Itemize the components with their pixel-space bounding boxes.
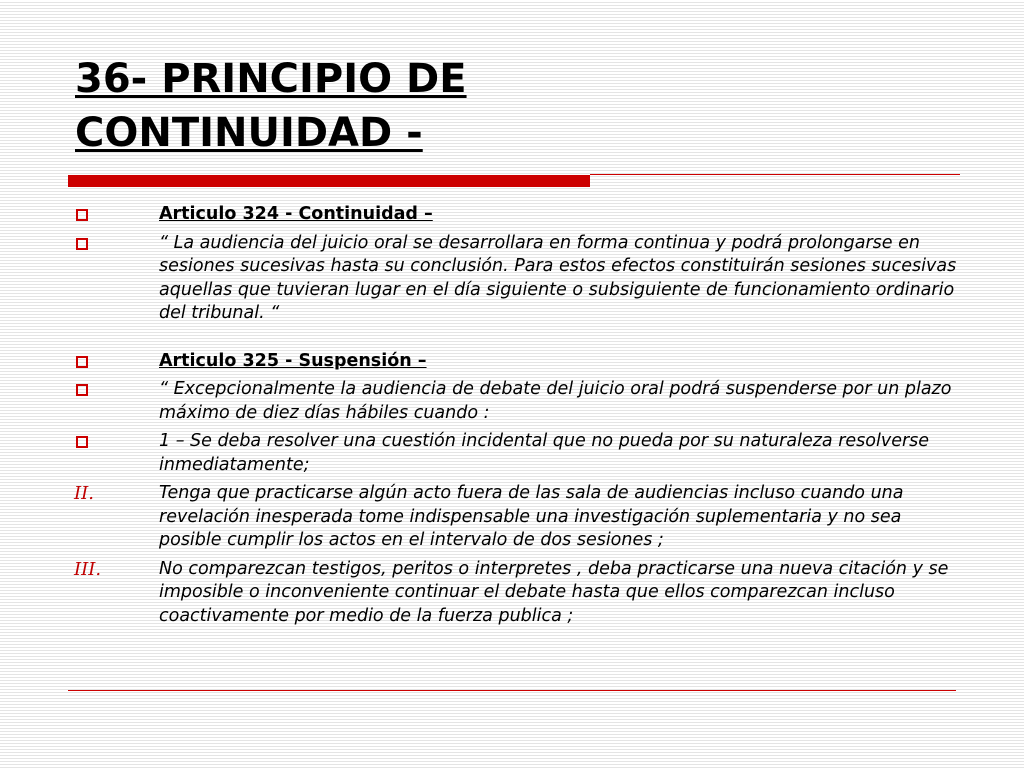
list-item <box>0 203 959 227</box>
content-list <box>0 203 1024 633</box>
roman-numeral-marker: II. <box>74 483 94 504</box>
article-325-clause-3: No comparezcan testigos, peritos o interpretes , deba practicarse una nueva citación y se imposible o inconveniente continuar el debate hasta que ellos comparezcan incluso coactivamente por medio de la fuerza publica ; <box>159 558 949 626</box>
list-item <box>0 558 959 629</box>
slide-title-line-1: 36- PRINCIPIO DE <box>75 56 467 102</box>
list-item <box>0 482 959 553</box>
roman-numeral-marker: III. <box>74 558 102 580</box>
square-bullet-icon <box>76 436 88 448</box>
slide-title-line-2: CONTINUIDAD - <box>75 110 423 156</box>
square-bullet-icon <box>76 209 88 221</box>
title-accent-bar <box>68 175 590 187</box>
article-324-heading: Articulo 324 - Continuidad – <box>159 204 433 224</box>
list-item <box>0 378 959 425</box>
slide-title <box>75 52 955 160</box>
list-item <box>0 430 959 477</box>
footer-divider <box>68 690 956 691</box>
square-bullet-icon <box>76 356 88 368</box>
article-325-heading: Articulo 325 - Suspensión – <box>159 350 427 371</box>
square-bullet-icon <box>76 384 88 396</box>
article-325-clause-1: 1 – Se deba resolver una cuestión incidental que no pueda por su naturaleza resolverse inmediatamente; <box>159 431 930 475</box>
square-bullet-icon <box>76 238 88 250</box>
article-325-clause-2: Tenga que practicarse algún acto fuera de las sala de audiencias incluso cuando una revelación inesperada tome indispensable una investigación suplementaria y no sea posible cumplir los actos en el intervalo de dos sesiones ; <box>159 483 904 550</box>
article-324-text: “ La audiencia del juicio oral se desarrollara en forma continua y podrá prolongarse en sesiones sucesivas hasta su conclusión. Para estos efectos constituirán sesiones sucesivas aquellas que tuvieran lugar en el día siguiente o subsiguiente de funcionamiento ordinario del tribunal. “ <box>159 232 957 323</box>
article-325-intro: “ Excepcionalmente la audiencia de debate del juicio oral podrá suspenderse por un plazo máximo de diez días hábiles cuando : <box>159 379 952 423</box>
list-item <box>0 350 959 374</box>
title-accent-line <box>590 174 960 175</box>
list-item <box>0 232 959 326</box>
